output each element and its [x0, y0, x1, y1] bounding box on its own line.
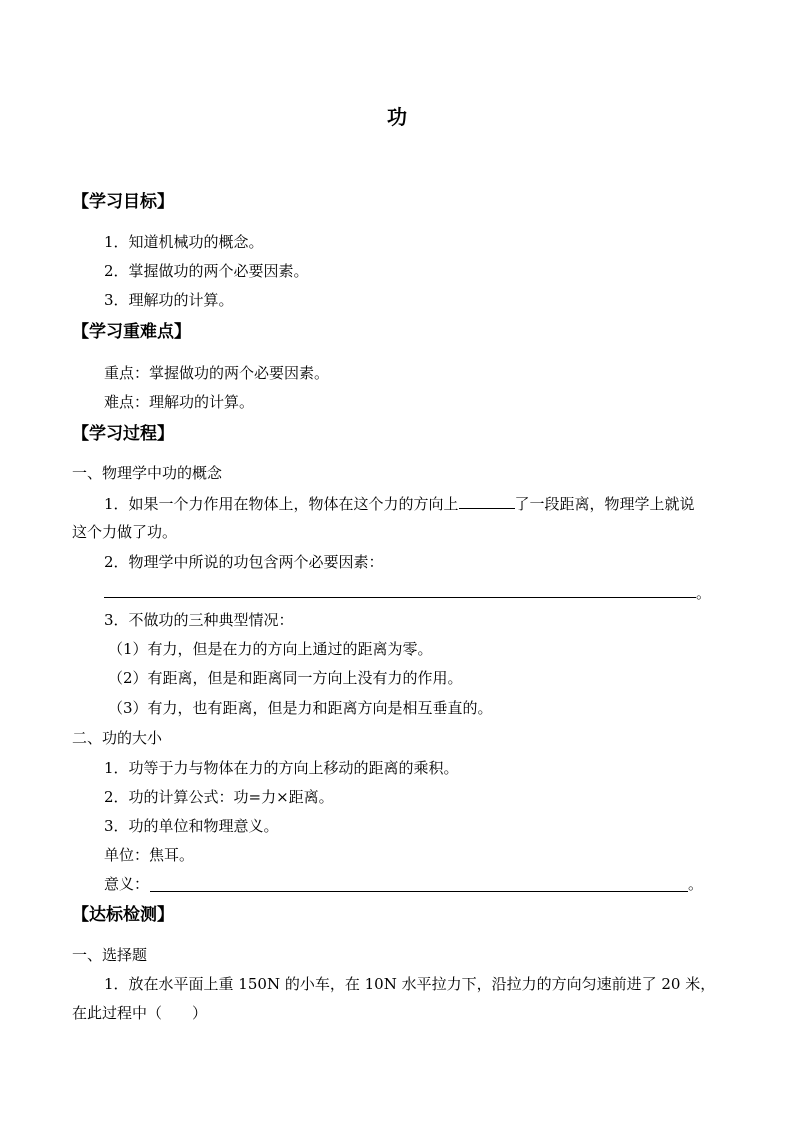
sentence-end: 。 [688, 875, 704, 893]
case-item: （3）有力，也有距离，但是力和距离方向是相互垂直的。 [108, 699, 493, 717]
section-title: 一、物理学中功的概念 [72, 464, 223, 482]
sentence-end: 。 [696, 584, 712, 602]
case-item: （1）有力，但是在力的方向上通过的距离为零。 [108, 640, 433, 658]
meaning-label: 意义： [104, 875, 150, 893]
key-point-item: 难点：理解功的计算。 [104, 393, 255, 411]
question-line [104, 492, 695, 515]
question-continuation: 这个力做了功。 [72, 523, 178, 541]
process-heading: 【学习过程】 [72, 424, 174, 444]
fill-blank[interactable] [459, 492, 515, 509]
key-points-heading: 【学习重难点】 [72, 322, 191, 342]
answer-line[interactable] [150, 890, 688, 892]
section-item: 1．功等于力与物体在力的方向上移动的距离的乘积。 [104, 759, 459, 777]
test-heading: 【达标检测】 [72, 905, 174, 925]
section-title: 二、功的大小 [72, 729, 163, 747]
objective-item: 2．掌握做功的两个必要因素。 [104, 262, 309, 280]
section-item: 2．功的计算公式：功=力×距离。 [104, 788, 334, 806]
objective-item: 3．理解功的计算。 [104, 291, 234, 309]
case-item: （2）有距离，但是和距离同一方向上没有力的作用。 [108, 669, 463, 687]
objective-item: 1．知道机械功的概念。 [104, 233, 264, 251]
question-text: 了一段距离，物理学上就说 [514, 495, 695, 513]
page-title: 功 [387, 105, 407, 129]
objectives-heading: 【学习目标】 [72, 192, 174, 212]
key-point-item: 重点：掌握做功的两个必要因素。 [104, 364, 330, 382]
section-item: 3．功的单位和物理意义。 [104, 817, 279, 835]
question-text: 1．如果一个力作用在物体上，物体在这个力的方向上 [104, 495, 459, 513]
question-line: 3．不做功的三种典型情况： [104, 611, 294, 629]
question-line: 2．物理学中所说的功包含两个必要因素： [104, 553, 384, 571]
answer-line[interactable] [104, 596, 696, 598]
unit-line: 单位：焦耳。 [104, 846, 195, 864]
question-continuation: 在此过程中（ ） [72, 1004, 208, 1022]
question-line: 1．放在水平面上重 150N 的小车，在 10N 水平拉力下，沿拉力的方向匀速前进了 20 米， [104, 975, 716, 993]
section-title: 一、选择题 [72, 946, 148, 964]
